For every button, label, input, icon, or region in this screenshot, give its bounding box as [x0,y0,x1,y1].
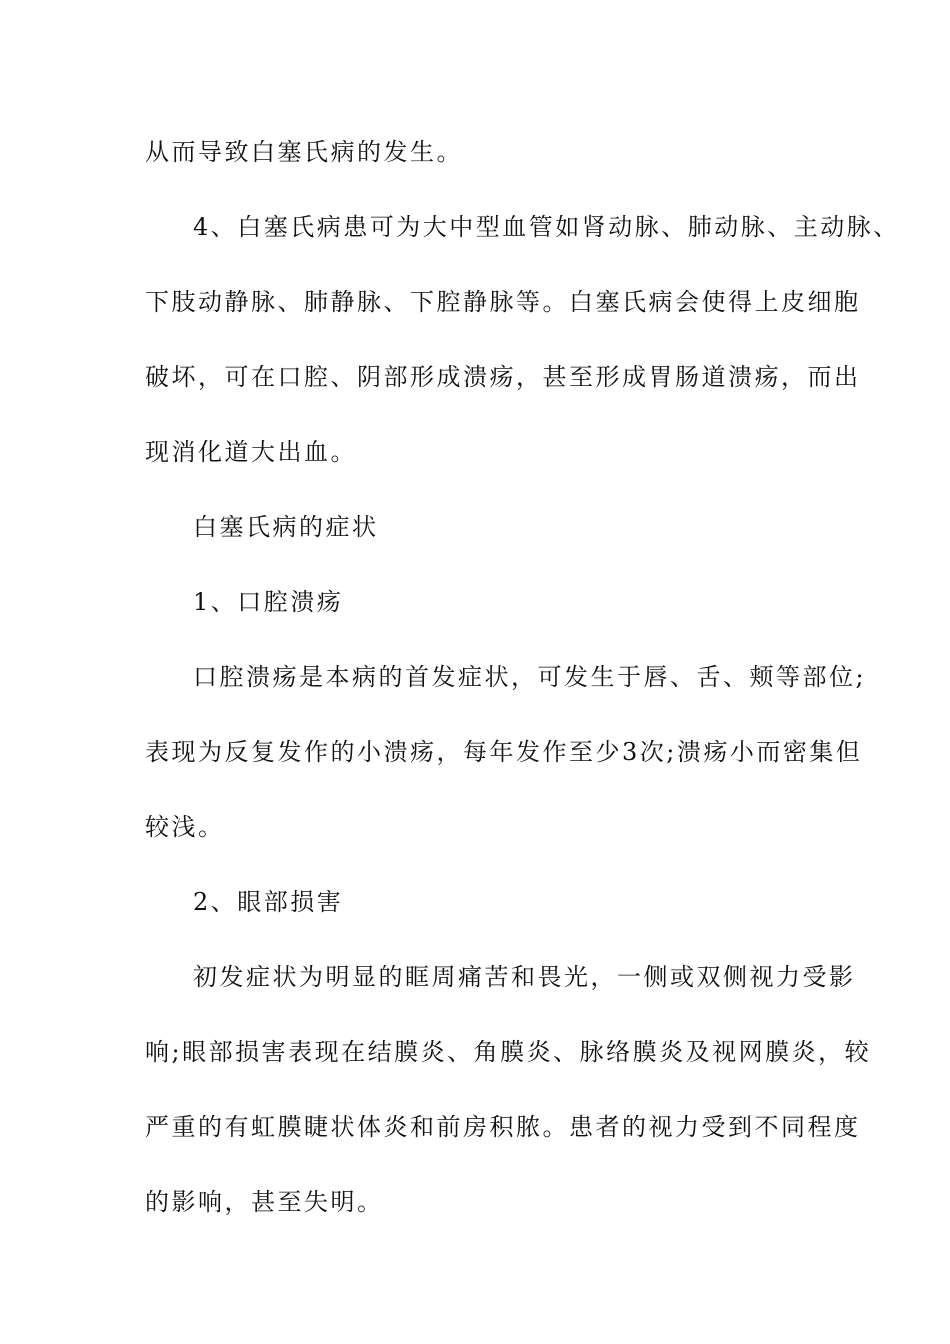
paragraph-line: 初发症状为明显的眶周痛苦和畏光，一侧或双侧视力受影 [193,963,856,991]
paragraph-line: 的影响，甚至失明。 [145,1188,384,1216]
section-heading: 白塞氏病的症状 [193,513,379,541]
paragraph-line: 表现为反复发作的小溃疡，每年发作至少3次;溃疡小而密集但 [145,738,863,766]
paragraph-line: 响;眼部损害表现在结膜炎、角膜炎、脉络膜炎及视网膜炎，较 [145,1038,872,1066]
paragraph-line: 较浅。 [145,813,225,841]
paragraph-line: 现消化道大出血。 [145,438,357,466]
paragraph-line: 下肢动静脉、肺静脉、下腔静脉等。白塞氏病会使得上皮细胞 [145,288,861,316]
subsection-heading: 1、口腔溃疡 [193,588,344,616]
paragraph-line: 口腔溃疡是本病的首发症状，可发生于唇、舌、颊等部位; [193,663,867,691]
paragraph-line: 从而导致白塞氏病的发生。 [145,138,463,166]
paragraph-line: 严重的有虹膜睫状体炎和前房积脓。患者的视力受到不同程度 [145,1113,861,1141]
subsection-heading: 2、眼部损害 [193,888,344,916]
paragraph-line: 破坏，可在口腔、阴部形成溃疡，甚至形成胃肠道溃疡，而出 [145,363,861,391]
paragraph-line: 4、白塞氏病患可为大中型血管如肾动脉、肺动脉、主动脉、 [193,213,900,241]
